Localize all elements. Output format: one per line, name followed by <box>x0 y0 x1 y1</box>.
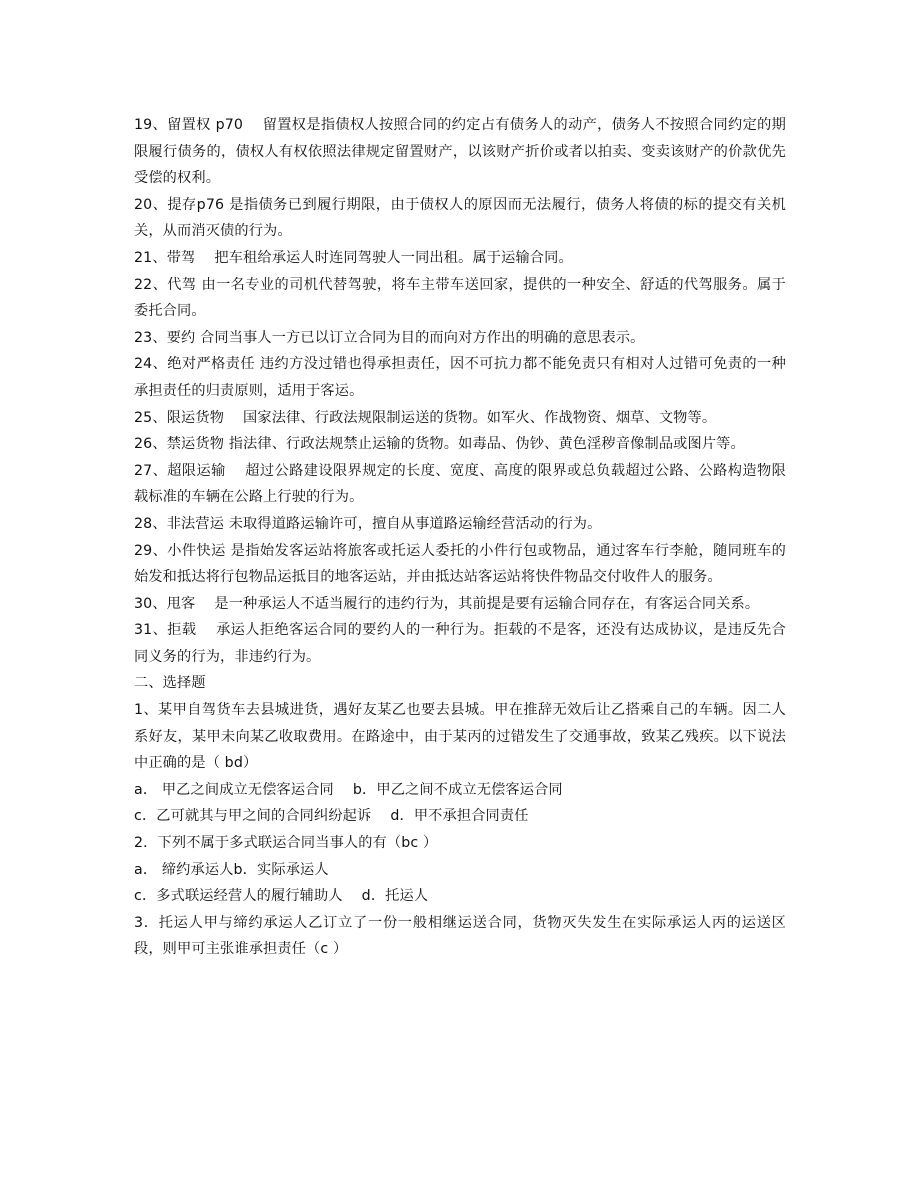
paragraph-prohibited-goods: 26、禁运货物 指法律、行政法规禁止运输的货物。如毒品、伪钞、黄色淫秽音像制品或图片等。 <box>134 436 745 453</box>
question-1: 1、某甲自驾货车去县城进货，遇好友某乙也要去县城。甲在推辞无效后让乙搭乘自己的车辆。因二人系好友，某甲未向某乙收取费用。在路途中，由于某丙的过错发生了交通事故，致某乙残疾。以下说法中正确的是（ bd） <box>134 702 786 772</box>
question-2-options-cd: c．多式联运经营人的履行辅助人 d．托运人 <box>134 888 429 905</box>
question-2-options-ab: a． 缔约承运人b．实际承运人 <box>134 861 329 878</box>
question-1-options-ab: a． 甲乙之间成立无偿客运合同 b．甲乙之间不成立无偿客运合同 <box>134 781 563 798</box>
paragraph-restricted-goods: 25、限运货物 国家法律、行政法规限制运送的货物。如军火、作战物资、烟草、文物等。 <box>134 409 717 426</box>
paragraph-chauffeured-rental: 21、带驾 把车租给承运人时连同驾驶人一同出租。属于运输合同。 <box>134 249 573 266</box>
paragraph-deposit: 20、提存p76 是指债务已到履行期限，由于债权人的原因而无法履行，债务人将债的标的提交有关机关，从而消灭债的行为。 <box>134 196 786 240</box>
paragraph-designated-driver: 22、代驾 由一名专业的司机代替驾驶，将车主带车送回家，提供的一种安全、舒适的代驾服务。属于委托合同。 <box>134 276 786 320</box>
paragraph-lien: 19、留置权 p70 留置权是指债权人按照合同的约定占有债务人的动产，债务人不按照合同约定的期限履行债务的，债权人有权依照法律规定留置财产，以该财产折价或者以拍卖、变卖该财产的价款优先受偿的权利。 <box>134 117 786 187</box>
paragraph-passenger-dumping: 30、甩客 是一种承运人不适当履行的违约行为，其前提是要有运输合同存在，有客运合同关系。 <box>134 595 760 612</box>
paragraph-offer: 23、要约 合同当事人一方已以订立合同为目的而向对方作出的明确的意思表示。 <box>134 329 645 346</box>
question-3: 3．托运人甲与缔约承运人乙订立了一份一般相继运送合同，货物灭失发生在实际承运人丙的运送区段，则甲可主张谁承担责任（c ） <box>134 914 786 958</box>
paragraph-parcel-express: 29、小件快运 是指始发客运站将旅客或托运人委托的小件行包或物品，通过客车行李舱，随同班车的始发和抵达将行包物品运抵目的地客运站，并由抵达站客运站将快件物品交付收件人的服务。 <box>134 542 786 586</box>
paragraph-illegal-operation: 28、非法营运 未取得道路运输许可，擅自从事道路运输经营活动的行为。 <box>134 515 602 532</box>
document-body <box>134 112 786 963</box>
question-1-options-cd: c．乙可就其与甲之间的合同纠纷起诉 d．甲不承担合同责任 <box>134 808 529 825</box>
paragraph-refusal: 31、拒载 承运人拒绝客运合同的要约人的一种行为。拒载的不是客，还没有达成协议，是违反先合同义务的行为，非违约行为。 <box>134 622 786 665</box>
paragraph-absolute-liability: 24、绝对严格责任 违约方没过错也得承担责任，因不可抗力都不能免责只有相对人过错可免责的一种承担责任的归责原则，适用于客运。 <box>134 356 786 399</box>
question-2: 2．下列不属于多式联运合同当事人的有（bc ） <box>134 835 438 852</box>
section-heading-choice-questions: 二、选择题 <box>134 675 206 692</box>
paragraph-over-limit-transport: 27、超限运输 超过公路建设限界规定的长度、宽度、高度的限界或总负载超过公路、公路构造物限载标准的车辆在公路上行驶的行为。 <box>134 462 786 506</box>
